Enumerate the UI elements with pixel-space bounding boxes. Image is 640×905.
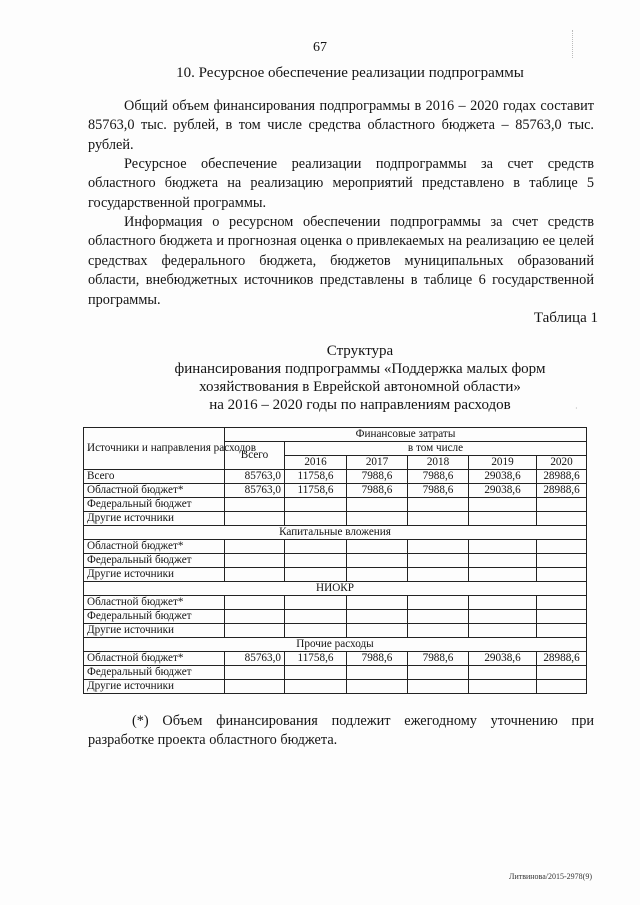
table-label: Таблица 1 — [533, 310, 598, 326]
section-header-row — [84, 526, 587, 540]
table-cell — [537, 624, 587, 638]
table-cell — [285, 568, 347, 582]
row-label: Областной бюджет* — [84, 652, 225, 666]
table-row — [84, 680, 587, 694]
table-cell: 29038,6 — [469, 652, 537, 666]
table-cell — [225, 610, 285, 624]
row-label: Областной бюджет* — [84, 540, 225, 554]
table-row — [84, 610, 587, 624]
section-title: 10. Ресурсное обеспечение реализации подпрограммы — [176, 65, 524, 81]
table-cell — [347, 540, 408, 554]
caption-line: на 2016 – 2020 годы по направлениям расходов — [209, 397, 511, 413]
table-cell — [285, 512, 347, 526]
table-cell — [469, 680, 537, 694]
table-cell — [408, 666, 469, 680]
header-including: в том числе — [285, 442, 587, 456]
table-cell — [469, 568, 537, 582]
paragraph-resource-info: Информация о ресурсном обеспечении подпрограммы за счет средств областного бюджета и прогнозная оценка о привлекаемых на реализацию ее целей средствах федерального бюджета, бюджетов муниципальных образований области, внебюджетных источников представлены в таблице 6 государственной программы. — [88, 214, 594, 308]
header-year: 2017 — [347, 456, 408, 470]
table-cell — [347, 596, 408, 610]
row-label: Другие источники — [84, 512, 225, 526]
table-cell — [537, 554, 587, 568]
header-sources: Источники и направления расходов — [84, 428, 225, 470]
table-row — [84, 512, 587, 526]
table-cell — [537, 512, 587, 526]
table-row — [84, 568, 587, 582]
table-cell: 7988,6 — [408, 470, 469, 484]
table-cell — [537, 680, 587, 694]
table-cell — [225, 498, 285, 512]
row-label: Областной бюджет* — [84, 484, 225, 498]
row-label: Всего — [84, 470, 225, 484]
caption-line: хозяйствования в Еврейской автономной области» — [199, 379, 521, 395]
table-cell — [408, 680, 469, 694]
header-year: 2020 — [537, 456, 587, 470]
table-cell — [347, 610, 408, 624]
header-financial-costs: Финансовые затраты — [225, 428, 587, 442]
table-cell — [225, 666, 285, 680]
table-row — [84, 596, 587, 610]
table-cell — [225, 554, 285, 568]
table-cell — [285, 554, 347, 568]
table-cell — [225, 680, 285, 694]
table-cell — [347, 666, 408, 680]
table-cell: 85763,0 — [225, 484, 285, 498]
caption-line: финансирования подпрограммы «Поддержка малых форм — [174, 361, 546, 377]
table-cell — [408, 540, 469, 554]
table-cell — [285, 596, 347, 610]
table-cell: 11758,6 — [285, 470, 347, 484]
header-year: 2016 — [285, 456, 347, 470]
financing-table — [83, 427, 587, 694]
table-caption — [100, 342, 620, 414]
table-row — [84, 666, 587, 680]
row-label: Областной бюджет* — [84, 596, 225, 610]
table-cell — [537, 540, 587, 554]
table-cell — [285, 610, 347, 624]
table-cell — [537, 498, 587, 512]
table-cell — [408, 512, 469, 526]
table-cell — [469, 596, 537, 610]
table-cell — [469, 540, 537, 554]
table-row — [84, 624, 587, 638]
paragraph-resource-support: Ресурсное обеспечение реализации подпрограммы за счет средств областного бюджета на реализацию мероприятий представлено в таблице 5 государственной программы. — [88, 156, 594, 211]
table-cell — [285, 498, 347, 512]
header-total: Всего — [225, 442, 285, 470]
table-cell — [408, 624, 469, 638]
row-label: Федеральный бюджет — [84, 498, 225, 512]
page-number: 67 — [313, 40, 327, 55]
table-row — [84, 652, 587, 666]
table-cell — [347, 624, 408, 638]
table-row — [84, 470, 587, 484]
table-cell — [285, 680, 347, 694]
table-cell: 7988,6 — [408, 652, 469, 666]
footnote: (*) Объем финансирования подлежит ежегодному уточнению при разработке проекта областного бюджета. — [88, 713, 594, 749]
table-cell — [347, 568, 408, 582]
row-label: Другие источники — [84, 568, 225, 582]
section-header-row — [84, 582, 587, 596]
caption-line: Структура — [326, 343, 394, 359]
table-cell — [469, 666, 537, 680]
table-cell — [225, 540, 285, 554]
table-cell — [347, 512, 408, 526]
table-cell: 7988,6 — [408, 484, 469, 498]
table-cell: 11758,6 — [285, 484, 347, 498]
table-cell — [285, 540, 347, 554]
table-cell: 28988,6 — [537, 652, 587, 666]
row-label: Другие источники — [84, 624, 225, 638]
table-cell — [225, 624, 285, 638]
table-cell — [225, 512, 285, 526]
table-cell — [408, 568, 469, 582]
scan-artifact-mark: · — [575, 404, 578, 413]
table-cell — [469, 610, 537, 624]
table-cell: 28988,6 — [537, 470, 587, 484]
document-code: Литвинова/2015-2978(9) — [509, 872, 592, 881]
table-cell — [469, 624, 537, 638]
table-cell — [537, 610, 587, 624]
header-year: 2019 — [469, 456, 537, 470]
section-header-row — [84, 638, 587, 652]
table-cell — [347, 554, 408, 568]
table-cell — [285, 624, 347, 638]
table-cell — [537, 666, 587, 680]
table-header-row — [84, 428, 587, 442]
table-cell — [225, 568, 285, 582]
table-cell — [408, 498, 469, 512]
table-cell — [537, 568, 587, 582]
table-row — [84, 498, 587, 512]
table-cell — [285, 666, 347, 680]
table-cell: 7988,6 — [347, 470, 408, 484]
table-cell — [469, 512, 537, 526]
table-cell: 11758,6 — [285, 652, 347, 666]
table-cell: 28988,6 — [537, 484, 587, 498]
table-cell — [347, 498, 408, 512]
table-row — [84, 540, 587, 554]
table-cell: 29038,6 — [469, 484, 537, 498]
header-year: 2018 — [408, 456, 469, 470]
paragraph-total-funding: Общий объем финансирования подпрограммы в 2016 – 2020 годах составит 85763,0 тыс. рублей, в том числе средства областного бюджета – 85763,0 тыс. рублей. — [88, 98, 594, 153]
section-title-capital: Капитальные вложения — [84, 526, 587, 540]
table-cell: 7988,6 — [347, 652, 408, 666]
table-cell — [408, 610, 469, 624]
row-label: Федеральный бюджет — [84, 666, 225, 680]
section-title-niokr: НИОКР — [84, 582, 587, 596]
table-row — [84, 554, 587, 568]
table-cell — [469, 554, 537, 568]
table-cell: 85763,0 — [225, 652, 285, 666]
row-label: Другие источники — [84, 680, 225, 694]
table-cell — [408, 596, 469, 610]
table-cell — [225, 596, 285, 610]
section-title-other: Прочие расходы — [84, 638, 587, 652]
row-label: Федеральный бюджет — [84, 554, 225, 568]
table-cell — [537, 596, 587, 610]
row-label: Федеральный бюджет — [84, 610, 225, 624]
table-cell — [408, 554, 469, 568]
table-cell: 7988,6 — [347, 484, 408, 498]
table-cell: 85763,0 — [225, 470, 285, 484]
table-cell — [347, 680, 408, 694]
table-cell: 29038,6 — [469, 470, 537, 484]
table-cell — [469, 498, 537, 512]
table-row — [84, 484, 587, 498]
